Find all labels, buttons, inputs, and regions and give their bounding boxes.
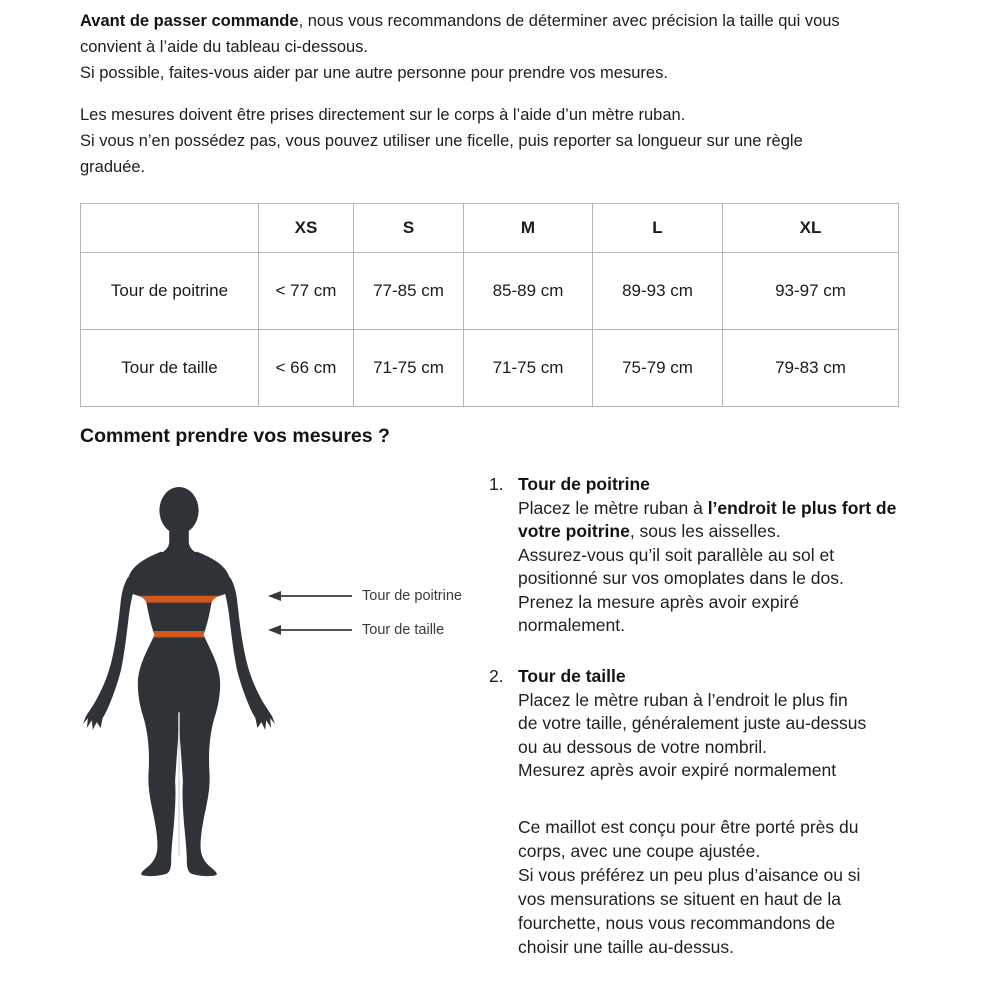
instruction-line: Prenez la mesure après avoir expiré bbox=[518, 591, 800, 612]
intro-line: convient à l’aide du tableau ci-dessous. bbox=[80, 38, 369, 56]
waist-band bbox=[144, 631, 215, 637]
instruction-item-2 bbox=[489, 665, 925, 783]
intro-paragraph-2 bbox=[80, 102, 920, 180]
item-number: 1. bbox=[489, 474, 504, 494]
intro-paragraph-1 bbox=[80, 8, 920, 86]
size-cell: 77-85 cm bbox=[354, 253, 464, 330]
instruction-line: Placez le mètre ruban à l’endroit le plus fin bbox=[518, 689, 848, 710]
item-title: Tour de poitrine bbox=[518, 474, 650, 494]
intro-line: Si possible, faites-vous aider par une autre personne pour prendre vos mesures. bbox=[80, 64, 668, 82]
chest-band bbox=[136, 596, 222, 603]
table-header-cell: L bbox=[593, 204, 723, 253]
silhouette-left-arm bbox=[83, 577, 137, 730]
table-row-waist bbox=[81, 330, 899, 407]
table-header-cell: S bbox=[354, 204, 464, 253]
size-cell: 75-79 cm bbox=[593, 330, 723, 407]
table-header-cell: XS bbox=[259, 204, 354, 253]
size-cell: 71-75 cm bbox=[354, 330, 464, 407]
size-cell: 93-97 cm bbox=[723, 253, 899, 330]
table-row-chest bbox=[81, 253, 899, 330]
closing-line: corps, avec une coupe ajustée. bbox=[518, 841, 761, 861]
intro-line: Les mesures doivent être prises directement sur le corps à l’aide d’un mètre ruban. bbox=[80, 106, 686, 124]
closing-line: Ce maillot est conçu pour être porté près du bbox=[518, 817, 859, 837]
silhouette-right-arm bbox=[221, 577, 275, 730]
closing-paragraph bbox=[518, 815, 928, 959]
measurement-figure bbox=[80, 478, 500, 908]
table-header-cell: M bbox=[464, 204, 593, 253]
intro-bold-lead: Avant de passer commande bbox=[80, 12, 299, 30]
size-cell: < 77 cm bbox=[259, 253, 354, 330]
item-number: 2. bbox=[489, 666, 504, 686]
chest-arrow-label: Tour de poitrine bbox=[362, 588, 462, 604]
item-content bbox=[518, 473, 925, 638]
size-table bbox=[80, 203, 899, 407]
table-header-cell: XL bbox=[723, 204, 899, 253]
waist-arrow-label: Tour de taille bbox=[362, 622, 445, 638]
size-cell: < 66 cm bbox=[259, 330, 354, 407]
closing-line: vos mensurations se situent en haut de la bbox=[518, 889, 841, 909]
left-arrow-icon bbox=[268, 589, 354, 603]
size-table-header-row bbox=[81, 204, 899, 253]
size-cell: 89-93 cm bbox=[593, 253, 723, 330]
instruction-line: Placez le mètre ruban à l’endroit le plus fort de bbox=[518, 497, 897, 518]
body-silhouette bbox=[81, 481, 277, 883]
intro-text bbox=[80, 8, 920, 180]
instruction-line: votre poitrine, sous les aisselles. bbox=[518, 521, 781, 541]
instruction-line: Mesurez après avoir expiré normalement bbox=[518, 760, 837, 780]
instruction-line: de votre taille, généralement juste au-dessus bbox=[518, 713, 867, 733]
intro-line: Si vous n’en possédez pas, vous pouvez utiliser une ficelle, puis reporter sa longueur sur une règle bbox=[80, 132, 803, 150]
item-content bbox=[518, 665, 925, 783]
instruction-line: ou au dessous de votre nombril. bbox=[518, 736, 768, 757]
intro-line: Avant de passer commande, nous vous recommandons de déterminer avec précision la taille qui vous bbox=[80, 12, 840, 30]
instruction-item-1 bbox=[489, 473, 925, 638]
instruction-line: Assurez-vous qu’il soit parallèle au sol et bbox=[518, 544, 835, 565]
row-label: Tour de taille bbox=[81, 330, 259, 407]
closing-line: Si vous préférez un peu plus d’aisance ou si bbox=[518, 865, 861, 885]
size-cell: 79-83 cm bbox=[723, 330, 899, 407]
closing-line: fourchette, nous vous recommandons de bbox=[518, 913, 836, 933]
waist-measure-callout bbox=[268, 623, 444, 637]
size-cell: 71-75 cm bbox=[464, 330, 593, 407]
intro-line: graduée. bbox=[80, 158, 146, 176]
table-header-cell bbox=[81, 204, 259, 253]
instruction-line: positionné sur vos omoplates dans le dos. bbox=[518, 568, 844, 588]
silhouette-neck bbox=[157, 520, 200, 555]
item-title: Tour de taille bbox=[518, 666, 626, 686]
size-cell: 85-89 cm bbox=[464, 253, 593, 330]
left-arrow-icon bbox=[268, 623, 354, 637]
section-heading: Comment prendre vos mesures ? bbox=[80, 425, 390, 447]
closing-line: choisir une taille au-dessus. bbox=[518, 937, 734, 957]
row-label: Tour de poitrine bbox=[81, 253, 259, 330]
chest-measure-callout bbox=[268, 589, 462, 603]
instruction-line: normalement. bbox=[518, 615, 625, 635]
